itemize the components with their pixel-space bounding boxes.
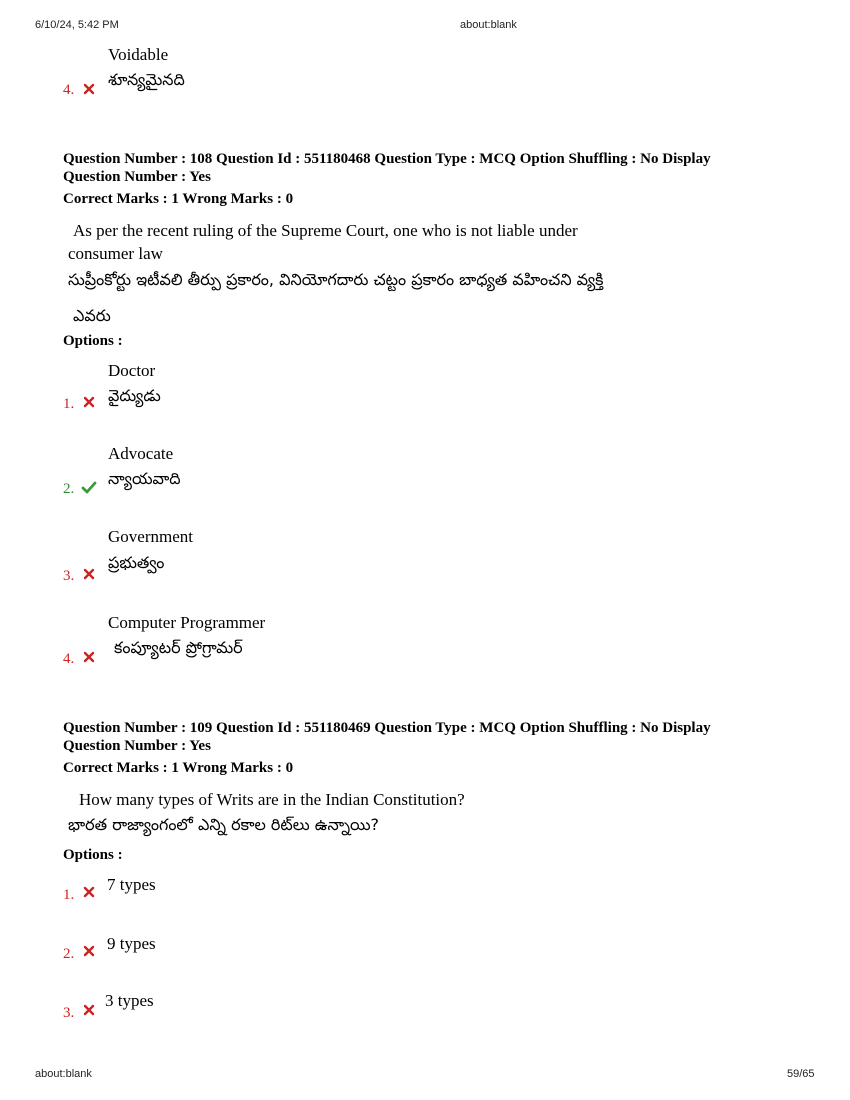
option-text-te: శూన్యమైనది (108, 70, 185, 89)
question-meta: Question Number : 109 Question Id : 551180469 Question Type : MCQ Option Shuffling : No Display (63, 720, 711, 736)
option-number: 2. (63, 946, 75, 962)
option-number: 3. (63, 568, 75, 584)
option-text-en: 7 types (107, 875, 156, 894)
cross-icon (83, 1004, 95, 1016)
option-text-en: Voidable (108, 45, 169, 64)
checkmark-icon (81, 481, 97, 494)
question-text-te: భారత రాజ్యాంగంలో ఎన్ని రకాల రిట్‌లు ఉన్నాయి? (68, 815, 380, 834)
option-text-en: Government (108, 527, 193, 546)
option-text-en: Advocate (108, 444, 174, 463)
question-text-te: సుప్రీంకోర్టు ఇటీవలి తీర్పు ప్రకారం, వినియోగదారు చట్టం ప్రకారం బాధ్యత వహించని వ్యక్తి (68, 270, 604, 289)
question-text-te-cont: ఎవరు (73, 306, 111, 325)
options-label: Options : (63, 333, 123, 349)
cross-icon (83, 886, 95, 898)
question-text-en-cont: consumer law (68, 244, 163, 263)
option-number: 2. (63, 481, 75, 497)
option-number: 1. (63, 396, 75, 412)
question-meta-display: Question Number : Yes (63, 738, 211, 754)
option-text-en: Doctor (108, 361, 156, 380)
option-number: 1. (63, 887, 75, 903)
cross-icon (83, 568, 95, 580)
question-meta: Question Number : 108 Question Id : 551180468 Question Type : MCQ Option Shuffling : No Display (63, 151, 711, 167)
page-number: 59/65 (787, 1068, 815, 1080)
option-text-en: 3 types (105, 991, 154, 1010)
print-title: about:blank (460, 19, 517, 31)
cross-icon (83, 396, 95, 408)
option-text-te: వైద్యుడు (108, 386, 161, 405)
options-label: Options : (63, 847, 123, 863)
option-text-en: Computer Programmer (108, 613, 266, 632)
cross-icon (83, 651, 95, 663)
question-text-en: How many types of Writs are in the Indian Constitution? (79, 790, 465, 809)
question-marks: Correct Marks : 1 Wrong Marks : 0 (63, 760, 294, 776)
print-url: about:blank (35, 1068, 92, 1080)
option-text-te: కంప్యూటర్ ప్రోగ్రామర్ (114, 638, 243, 657)
option-text-en: 9 types (107, 934, 156, 953)
cross-icon (83, 945, 95, 957)
question-meta-display: Question Number : Yes (63, 169, 211, 185)
option-number: 4. (63, 82, 75, 98)
question-text-en: As per the recent ruling of the Supreme Court, one who is not liable under (73, 221, 578, 240)
print-datetime: 6/10/24, 5:42 PM (35, 19, 119, 31)
question-marks: Correct Marks : 1 Wrong Marks : 0 (63, 191, 294, 207)
option-number: 3. (63, 1005, 75, 1021)
option-number: 4. (63, 651, 75, 667)
option-text-te: ప్రభుత్వం (108, 553, 165, 572)
option-text-te: న్యాయవాది (108, 469, 181, 488)
cross-icon (83, 83, 95, 95)
